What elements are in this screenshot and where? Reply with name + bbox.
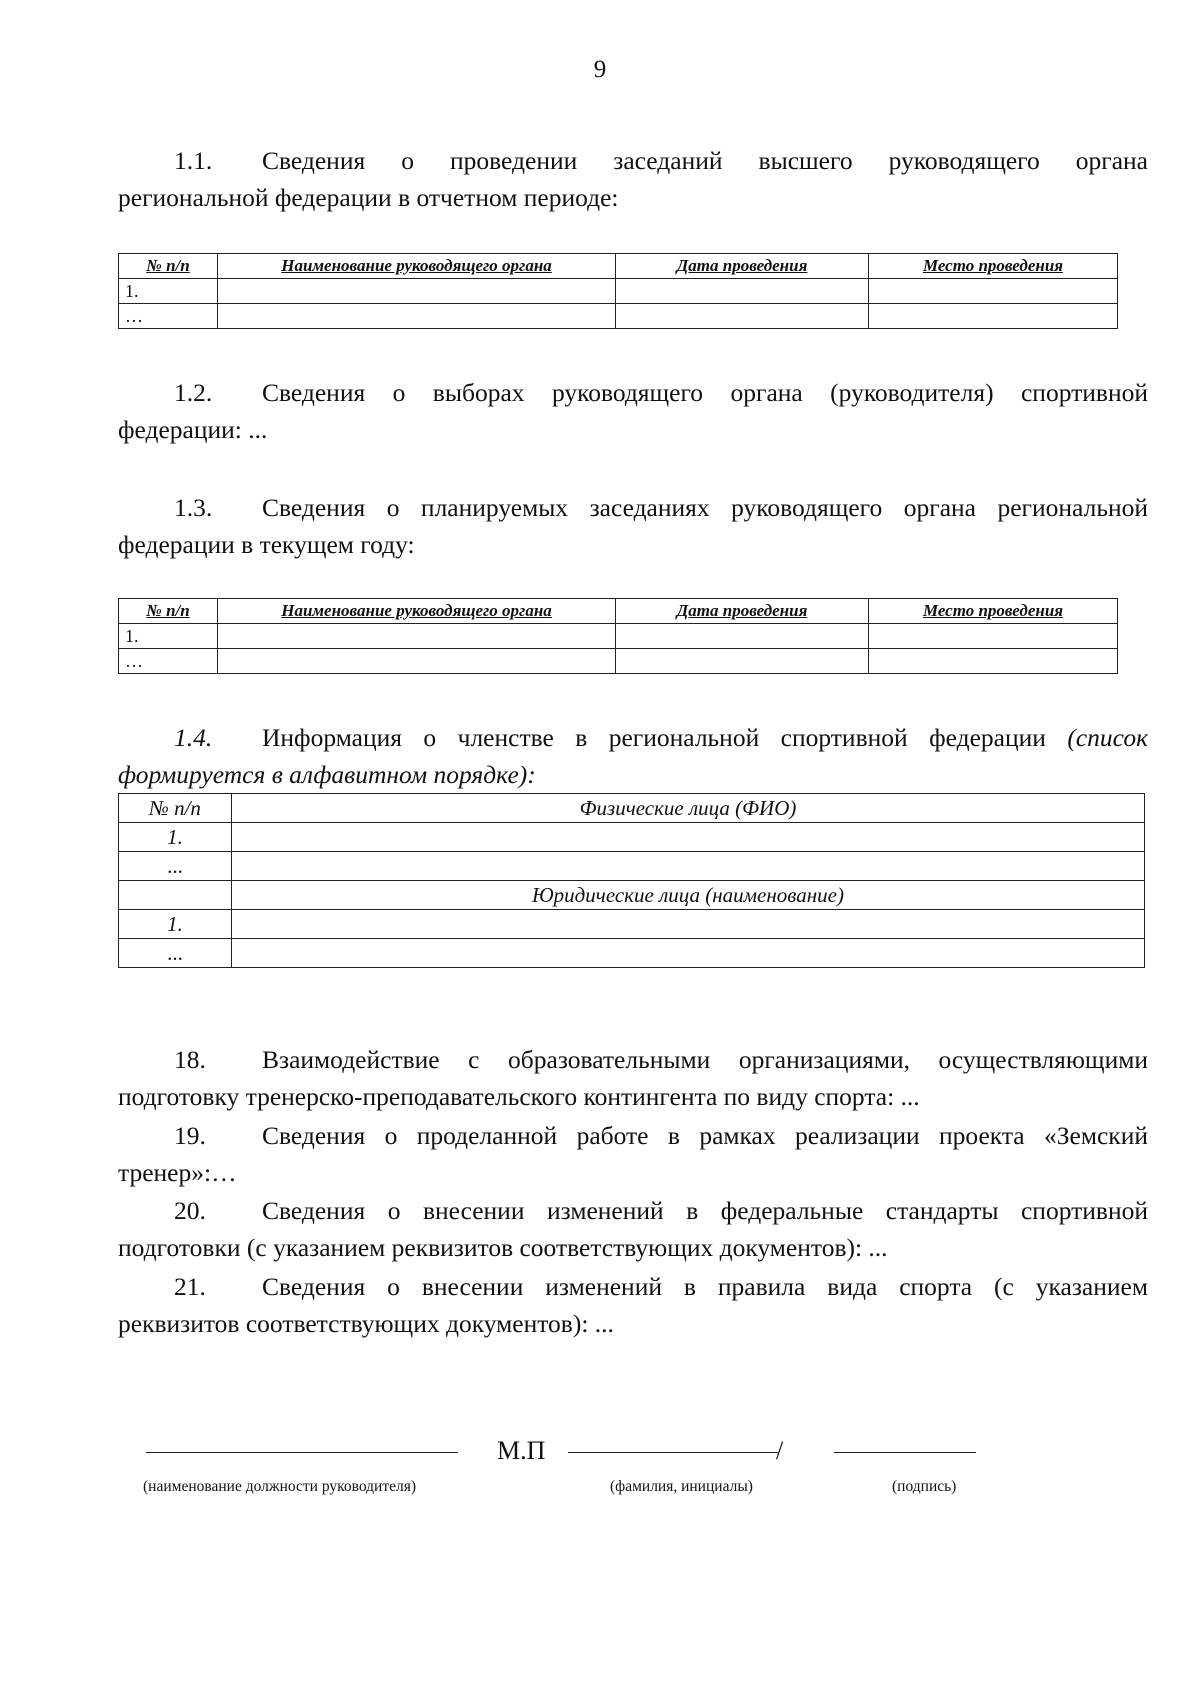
section-number: 1.1. <box>174 146 213 175</box>
table-header-row <box>119 794 1145 823</box>
cell <box>616 279 869 304</box>
section-number: 18. <box>174 1045 206 1074</box>
col-header-number: № п/п <box>119 794 232 823</box>
physical-persons-header: Физические лица (ФИО) <box>232 794 1145 823</box>
section-number: 19. <box>174 1121 206 1150</box>
section-number: 20. <box>174 1196 206 1225</box>
cell <box>232 823 1145 852</box>
cell <box>232 852 1145 881</box>
cell <box>218 279 616 304</box>
separator-slash: / <box>776 1436 784 1465</box>
row-number: 1. <box>119 823 232 852</box>
row-number: 1. <box>119 910 232 939</box>
cell <box>869 279 1118 304</box>
page-number: 9 <box>593 56 607 83</box>
row-number: … <box>119 649 218 674</box>
cell <box>218 304 616 329</box>
cell <box>616 649 869 674</box>
section-1-2 <box>118 374 1148 448</box>
position-caption: (наименование должности руководителя) <box>143 1478 416 1495</box>
cell <box>869 304 1118 329</box>
table-row <box>119 852 1145 881</box>
cell <box>869 649 1118 674</box>
table-row <box>119 304 1118 329</box>
cell <box>616 624 869 649</box>
cell <box>232 910 1145 939</box>
section-number: 21. <box>174 1272 206 1301</box>
section-21 <box>118 1268 1148 1342</box>
section-text-italic: (список <box>1067 723 1149 752</box>
signature-caption: (подпись) <box>892 1478 957 1495</box>
section-text-line2: реквизитов соответствующих документов): ... <box>118 1309 614 1338</box>
section-text-line2: подготовки (с указанием реквизитов соответствующих документов): ... <box>118 1233 888 1262</box>
table-row <box>119 823 1145 852</box>
table-row <box>119 910 1145 939</box>
stamp-place-label: М.П <box>497 1436 546 1465</box>
section-19 <box>118 1117 1148 1191</box>
col-header-body-name: Наименование руководящего органа <box>218 254 616 279</box>
name-line <box>568 1452 778 1453</box>
section-text-line1: Сведения о выборах руководящего органа (руководителя) спортивной <box>262 378 1148 407</box>
section-20 <box>118 1192 1148 1266</box>
cell <box>119 881 232 910</box>
meetings-reported-table <box>118 253 1118 329</box>
section-text-line1: Взаимодействие с образовательными организациями, осуществляющими <box>262 1045 1148 1074</box>
table-row <box>119 624 1118 649</box>
row-number: 1. <box>119 279 218 304</box>
section-text-line2: федерации в текущем году: <box>118 530 415 559</box>
meetings-planned-table <box>118 598 1118 674</box>
row-number: ... <box>119 939 232 968</box>
cell <box>232 939 1145 968</box>
section-18 <box>118 1041 1148 1115</box>
section-1-3 <box>118 489 1148 563</box>
membership-table <box>118 793 1145 968</box>
col-header-place: Место проведения <box>869 254 1118 279</box>
col-header-number: № п/п <box>119 599 218 624</box>
cell <box>218 624 616 649</box>
name-caption: (фамилия, инициалы) <box>610 1478 753 1495</box>
section-text-line2: региональной федерации в отчетном периоде: <box>118 183 619 212</box>
col-header-date: Дата проведения <box>616 599 869 624</box>
table-row <box>119 279 1118 304</box>
table-row <box>119 939 1145 968</box>
section-text-line1: Информация о членстве в региональной спортивной федерации <box>262 723 1046 752</box>
col-header-place: Место проведения <box>869 599 1118 624</box>
section-text-line2: федерации: ... <box>118 415 268 444</box>
section-text-line1: Сведения о проделанной работе в рамках реализации проекта «Земский <box>262 1121 1148 1150</box>
section-text-line1: Сведения о проведении заседаний высшего руководящего органа <box>262 146 1148 175</box>
section-text-line1: Сведения о планируемых заседаниях руководящего органа региональной <box>262 493 1148 522</box>
section-text-line2: формируется в алфавитном порядке): <box>118 760 536 789</box>
section-text-line1: Сведения о внесении изменений в федеральные стандарты спортивной <box>262 1196 1148 1225</box>
col-header-date: Дата проведения <box>616 254 869 279</box>
section-1-4 <box>118 719 1148 793</box>
row-number: ... <box>119 852 232 881</box>
section-text-line2: подготовку тренерско-преподавательского контингента по виду спорта: ... <box>118 1082 920 1111</box>
position-line <box>146 1452 458 1453</box>
table-header-row <box>119 254 1118 279</box>
row-number: 1. <box>119 624 218 649</box>
section-number: 1.4. <box>174 723 213 752</box>
table-row <box>119 649 1118 674</box>
section-number: 1.3. <box>174 493 213 522</box>
signature-line <box>834 1452 976 1453</box>
cell <box>869 624 1118 649</box>
table-header-row <box>119 599 1118 624</box>
legal-entities-header: Юридические лица (наименование) <box>232 881 1145 910</box>
col-header-body-name: Наименование руководящего органа <box>218 599 616 624</box>
section-number: 1.2. <box>174 378 213 407</box>
cell <box>616 304 869 329</box>
section-1-1 <box>118 142 1148 216</box>
col-header-number: № п/п <box>119 254 218 279</box>
section-text-line2: тренер»:… <box>118 1158 237 1187</box>
table-row <box>119 881 1145 910</box>
cell <box>218 649 616 674</box>
row-number: … <box>119 304 218 329</box>
section-text-line1: Сведения о внесении изменений в правила вида спорта (с указанием <box>262 1272 1148 1301</box>
